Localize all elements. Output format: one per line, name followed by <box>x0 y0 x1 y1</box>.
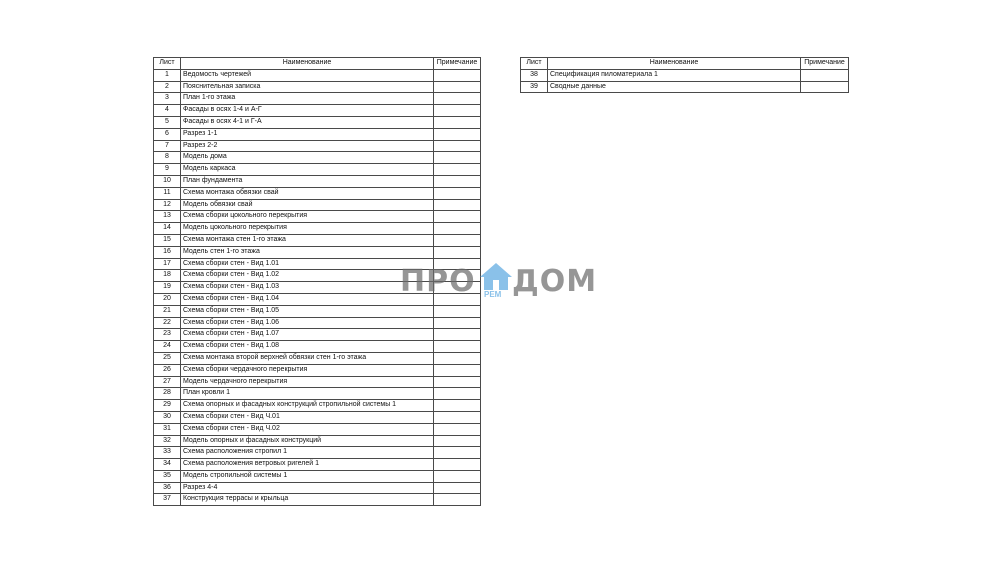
sheet-number-cell: 8 <box>154 152 181 164</box>
sheet-number-cell: 33 <box>154 447 181 459</box>
note-cell <box>434 116 481 128</box>
sheet-number-cell: 35 <box>154 470 181 482</box>
sheet-name-cell: Спецификация пиломатериала 1 <box>548 69 801 81</box>
sheet-number-cell: 11 <box>154 187 181 199</box>
sheet-name-cell: План фундамента <box>181 175 434 187</box>
note-cell <box>434 329 481 341</box>
sheet-name-cell: Фасады в осях 4-1 и Г-А <box>181 116 434 128</box>
sheet-name-cell: Схема сборки стен - Вид 1.04 <box>181 293 434 305</box>
table-row <box>154 329 481 341</box>
table-row <box>154 116 481 128</box>
sheet-number-cell: 18 <box>154 270 181 282</box>
note-cell <box>434 341 481 353</box>
note-cell <box>434 305 481 317</box>
table-row <box>154 317 481 329</box>
sheet-number-cell: 26 <box>154 364 181 376</box>
sheet-number-cell: 12 <box>154 199 181 211</box>
sheet-number-cell: 28 <box>154 388 181 400</box>
sheet-number-cell: 6 <box>154 128 181 140</box>
sheet-number-cell: 16 <box>154 246 181 258</box>
sheet-name-cell: Схема сборки цокольного перекрытия <box>181 211 434 223</box>
note-cell <box>434 388 481 400</box>
sheet-name-cell: Фасады в осях 1-4 и А-Г <box>181 105 434 117</box>
sheet-name-cell: Модель обвязки свай <box>181 199 434 211</box>
sheet-number-cell: 14 <box>154 223 181 235</box>
table-row <box>154 364 481 376</box>
sheet-name-cell: Модель каркаса <box>181 164 434 176</box>
table-row <box>154 447 481 459</box>
sheet-name-cell: Сводные данные <box>548 81 801 93</box>
note-cell <box>434 411 481 423</box>
note-cell <box>434 435 481 447</box>
sheet-name-cell: Конструкция террасы и крыльца <box>181 494 434 506</box>
sheet-name-cell: Схема сборки стен - Вид 1.07 <box>181 329 434 341</box>
sheet-number-cell: 32 <box>154 435 181 447</box>
sheet-number-cell: 37 <box>154 494 181 506</box>
sheet-number-cell: 20 <box>154 293 181 305</box>
table-row <box>154 435 481 447</box>
table-row <box>154 199 481 211</box>
note-cell <box>434 317 481 329</box>
sheet-number-cell: 29 <box>154 400 181 412</box>
header-name: Наименование <box>181 58 434 70</box>
sheet-name-cell: Модель стропильной системы 1 <box>181 470 434 482</box>
sheet-number-cell: 24 <box>154 341 181 353</box>
sheet-name-cell: Схема расположения ветровых ригелей 1 <box>181 459 434 471</box>
sheet-name-cell: Схема сборки чердачного перекрытия <box>181 364 434 376</box>
table-row <box>154 69 481 81</box>
sheet-name-cell: Схема сборки стен - Вид Ч.01 <box>181 411 434 423</box>
sheet-number-cell: 7 <box>154 140 181 152</box>
note-cell <box>801 69 849 81</box>
sheet-number-cell: 23 <box>154 329 181 341</box>
header-name: Наименование <box>548 58 801 70</box>
sheet-number-cell: 34 <box>154 459 181 471</box>
note-cell <box>434 400 481 412</box>
sheet-number-cell: 15 <box>154 234 181 246</box>
sheet-number-cell: 31 <box>154 423 181 435</box>
note-cell <box>434 81 481 93</box>
sheet-name-cell: Схема монтажа стен 1-го этажа <box>181 234 434 246</box>
note-cell <box>434 140 481 152</box>
sheet-name-cell: Схема сборки стен - Вид 1.01 <box>181 258 434 270</box>
sheet-name-cell: Схема сборки стен - Вид Ч.02 <box>181 423 434 435</box>
sheet-name-cell: Разрез 2-2 <box>181 140 434 152</box>
note-cell <box>434 223 481 235</box>
sheet-name-cell: Схема сборки стен - Вид 1.06 <box>181 317 434 329</box>
watermark-subtext: РЕМ <box>484 290 502 299</box>
table-row <box>154 175 481 187</box>
table-row <box>154 459 481 471</box>
table-row <box>154 211 481 223</box>
sheet-name-cell: Разрез 1-1 <box>181 128 434 140</box>
note-cell <box>434 128 481 140</box>
sheet-number-cell: 4 <box>154 105 181 117</box>
watermark-text-right: ДОМ <box>512 264 598 299</box>
sheet-name-cell: Схема сборки стен - Вид 1.08 <box>181 341 434 353</box>
note-cell <box>434 246 481 258</box>
table-row <box>154 246 481 258</box>
sheet-name-cell: Схема сборки стен - Вид 1.03 <box>181 282 434 294</box>
sheet-name-cell: Схема сборки стен - Вид 1.05 <box>181 305 434 317</box>
sheet-number-cell: 10 <box>154 175 181 187</box>
sheet-name-cell: Модель чердачного перекрытия <box>181 376 434 388</box>
table-row <box>154 128 481 140</box>
table-row <box>154 105 481 117</box>
note-cell <box>434 447 481 459</box>
note-cell <box>434 459 481 471</box>
header-sheet-number: Лист <box>154 58 181 70</box>
note-cell <box>434 199 481 211</box>
sheet-name-cell: Схема расположения стропил 1 <box>181 447 434 459</box>
header-note: Примечание <box>801 58 849 70</box>
watermark-logo <box>400 262 600 304</box>
sheet-name-cell: Схема монтажа второй верхней обвязки стен 1-го этажа <box>181 352 434 364</box>
note-cell <box>434 175 481 187</box>
sheet-number-cell: 21 <box>154 305 181 317</box>
sheet-name-cell: Схема сборки стен - Вид 1.02 <box>181 270 434 282</box>
sheet-number-cell: 17 <box>154 258 181 270</box>
sheet-name-cell: План кровли 1 <box>181 388 434 400</box>
table-row <box>154 152 481 164</box>
sheet-name-cell: Модель стен 1-го этажа <box>181 246 434 258</box>
note-cell <box>434 470 481 482</box>
watermark-text-left: ПРО <box>400 264 476 299</box>
sheet-number-cell: 13 <box>154 211 181 223</box>
house-icon <box>479 262 513 292</box>
note-cell <box>801 81 849 93</box>
table-row <box>154 140 481 152</box>
sheet-number-cell: 38 <box>521 69 548 81</box>
sheet-number-cell: 25 <box>154 352 181 364</box>
table-row <box>154 234 481 246</box>
table-header-row <box>521 58 849 70</box>
table-row <box>154 93 481 105</box>
note-cell <box>434 187 481 199</box>
table-row <box>521 69 849 81</box>
sheet-name-cell: Модель цокольного перекрытия <box>181 223 434 235</box>
note-cell <box>434 423 481 435</box>
table-row <box>154 352 481 364</box>
sheet-number-cell: 1 <box>154 69 181 81</box>
note-cell <box>434 211 481 223</box>
table-row <box>154 341 481 353</box>
sheet-number-cell: 19 <box>154 282 181 294</box>
note-cell <box>434 364 481 376</box>
table-row <box>154 470 481 482</box>
note-cell <box>434 164 481 176</box>
header-note: Примечание <box>434 58 481 70</box>
note-cell <box>434 105 481 117</box>
sheet-name-cell: Ведомость чертежей <box>181 69 434 81</box>
sheet-name-cell: Схема монтажа обвязки свай <box>181 187 434 199</box>
sheet-number-cell: 27 <box>154 376 181 388</box>
header-sheet-number: Лист <box>521 58 548 70</box>
sheet-name-cell: Схема опорных и фасадных конструкций стропильной системы 1 <box>181 400 434 412</box>
note-cell <box>434 234 481 246</box>
table-row <box>154 494 481 506</box>
note-cell <box>434 352 481 364</box>
table-header-row <box>154 58 481 70</box>
table-row <box>154 400 481 412</box>
table-row <box>154 81 481 93</box>
sheet-number-cell: 30 <box>154 411 181 423</box>
sheet-number-cell: 2 <box>154 81 181 93</box>
table-row <box>154 164 481 176</box>
sheet-number-cell: 39 <box>521 81 548 93</box>
table-row <box>154 223 481 235</box>
note-cell <box>434 482 481 494</box>
sheet-number-cell: 22 <box>154 317 181 329</box>
sheet-name-cell: Модель опорных и фасадных конструкций <box>181 435 434 447</box>
table-row <box>154 423 481 435</box>
sheet-number-cell: 3 <box>154 93 181 105</box>
sheet-number-cell: 36 <box>154 482 181 494</box>
sheet-name-cell: Разрез 4-4 <box>181 482 434 494</box>
sheet-name-cell: План 1-го этажа <box>181 93 434 105</box>
table-row <box>154 388 481 400</box>
sheet-number-cell: 5 <box>154 116 181 128</box>
table-row <box>154 305 481 317</box>
table-row <box>521 81 849 93</box>
note-cell <box>434 69 481 81</box>
sheet-name-cell: Пояснительная записка <box>181 81 434 93</box>
note-cell <box>434 494 481 506</box>
note-cell <box>434 93 481 105</box>
note-cell <box>434 376 481 388</box>
note-cell <box>434 152 481 164</box>
table-row <box>154 411 481 423</box>
table-row <box>154 482 481 494</box>
table-row <box>154 376 481 388</box>
table-row <box>154 187 481 199</box>
sheet-name-cell: Модель дома <box>181 152 434 164</box>
drawings-register-table-right <box>520 57 849 93</box>
sheet-number-cell: 9 <box>154 164 181 176</box>
